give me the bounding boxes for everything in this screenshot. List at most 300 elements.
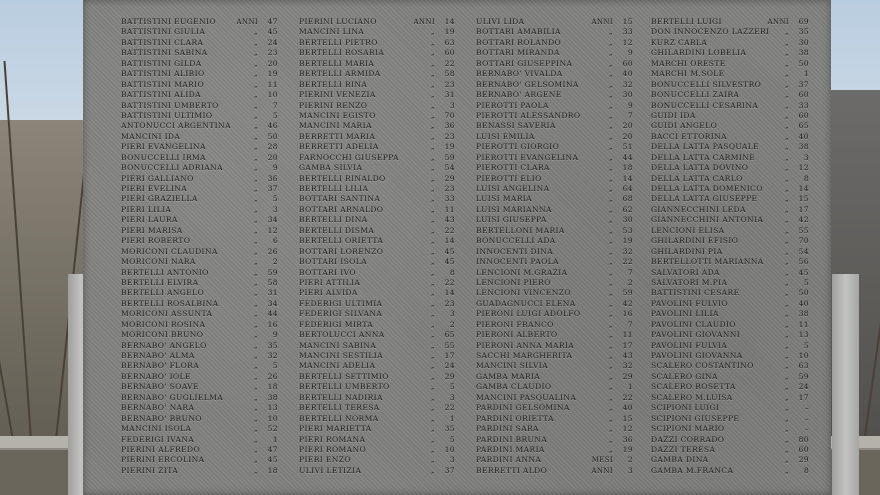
- age-unit: „: [431, 91, 435, 100]
- engraved-name-row: [121, 414, 278, 424]
- age-value: 12: [267, 225, 278, 235]
- age-unit: ANNI: [413, 18, 435, 26]
- victim-name: BERTELLI ARMIDA: [299, 69, 381, 79]
- victim-name: BATTISTINI ALIBIO: [121, 69, 205, 79]
- age-value: 5: [272, 194, 278, 204]
- victim-name: MORICONI CLAUDINA: [121, 246, 218, 256]
- age-unit: „: [431, 372, 435, 381]
- engraved-name-row: [299, 257, 455, 267]
- victim-name: BOTTARI GIUSEPPINA: [476, 58, 573, 68]
- victim-name: BATTISTINI ALIDA: [121, 90, 201, 100]
- engraved-name-row: [299, 174, 455, 184]
- age-value: 23: [444, 131, 455, 141]
- engraved-name-row: [121, 268, 278, 278]
- age-unit: „: [785, 38, 789, 47]
- engraved-name-row: [299, 226, 455, 236]
- engraved-name-row: [476, 372, 633, 382]
- victim-name: MORICONI ROSINA: [121, 319, 206, 329]
- engraved-name-row: [121, 48, 278, 58]
- engraved-name-row: [476, 142, 633, 152]
- engraved-name-row: [121, 403, 278, 413]
- engraved-name-row: [121, 205, 278, 215]
- engraved-name-row: [476, 80, 633, 90]
- age-unit: „: [254, 372, 258, 381]
- age-unit: „: [254, 153, 258, 162]
- victim-name: SACCHI MARGHERITA: [476, 351, 573, 360]
- age-value: 7: [627, 267, 633, 277]
- age-unit: „: [785, 247, 789, 256]
- engraved-name-row: [121, 163, 278, 173]
- age-value: 50: [798, 288, 809, 298]
- engraved-name-row: [299, 414, 455, 424]
- victim-name: BENASSI SAVERIA: [476, 121, 556, 131]
- victim-name: BERNABO' GELSOMINA: [476, 79, 579, 89]
- age-unit: „: [431, 49, 435, 58]
- engraved-name-row: [121, 59, 278, 69]
- engraved-name-row: [299, 466, 455, 476]
- victim-name: PIERINI LUCIANO: [299, 17, 377, 26]
- engraved-name-row: [299, 351, 455, 361]
- age-unit: „: [609, 310, 613, 319]
- engraved-name-row: [651, 330, 809, 340]
- engraved-name-row: [121, 236, 278, 246]
- age-unit: „: [609, 278, 613, 287]
- age-unit: „: [431, 28, 435, 37]
- age-value: 9: [272, 163, 278, 173]
- engraved-name-row: [299, 372, 455, 382]
- age-unit: „: [609, 91, 613, 100]
- victim-name: GHILARDINI PIA: [651, 246, 723, 256]
- victim-name: BOTTARI ARNALDO: [299, 204, 384, 214]
- victim-name: PAVOLINI FULVIO: [651, 298, 728, 308]
- age-unit: „: [785, 237, 789, 246]
- engraved-name-row: [121, 184, 278, 194]
- age-unit: „: [609, 164, 613, 173]
- victim-name: MANCINI SABINA: [299, 340, 377, 350]
- engraved-name-row: [299, 445, 455, 455]
- age-unit: „: [431, 164, 435, 173]
- engraved-name-row: [651, 236, 809, 246]
- memorial-stone-slab: [83, 0, 831, 495]
- age-value: 33: [798, 100, 809, 110]
- engraved-name-row: [476, 330, 633, 340]
- age-unit: „: [609, 205, 613, 214]
- age-value: –: [804, 413, 809, 423]
- age-value: 8: [803, 173, 809, 183]
- stone-post-right: [832, 274, 859, 495]
- age-unit: „: [785, 80, 789, 89]
- victim-name: PIERONI ANNA MARIA: [476, 340, 575, 350]
- victim-name: PIERI ENZO: [299, 455, 351, 465]
- victim-name: BERTELLI NORMA: [299, 413, 379, 423]
- engraved-name-row: [121, 288, 278, 298]
- age-unit: „: [609, 226, 613, 235]
- age-unit: „: [254, 111, 258, 120]
- engraved-name-row: [476, 215, 633, 225]
- age-unit: „: [254, 28, 258, 37]
- engraved-name-row: [121, 153, 278, 163]
- engraved-name-row: [299, 330, 455, 340]
- victim-name: BERTELLI NADIRIA: [299, 392, 383, 402]
- age-value: 40: [622, 69, 633, 79]
- age-value: 54: [444, 163, 455, 173]
- age-unit: „: [254, 320, 258, 329]
- victim-name: BOTTARI IVO: [299, 267, 356, 277]
- age-unit: „: [254, 352, 258, 360]
- age-unit: „: [609, 122, 613, 131]
- engraved-name-row: [299, 163, 455, 173]
- victim-name: BERRETTI ALDO: [476, 465, 548, 475]
- age-unit: „: [785, 101, 789, 110]
- victim-name: BERTELLI DISMA: [299, 225, 375, 235]
- age-unit: „: [785, 174, 789, 183]
- age-unit: „: [785, 404, 789, 413]
- age-value: 30: [622, 215, 633, 225]
- victim-name: PIERINI RENZO: [299, 100, 368, 110]
- victim-name: PIERI ROBERTO: [121, 236, 191, 246]
- victim-name: PIERINI ERCOLINA: [121, 455, 205, 465]
- age-value: 3: [449, 100, 455, 110]
- age-value: 19: [622, 236, 633, 246]
- engraved-name-row: [299, 142, 455, 152]
- victim-name: ULIVI LIDA: [476, 17, 525, 26]
- age-value: 14: [444, 17, 455, 26]
- victim-name: MARCHI M.SOLE: [651, 69, 725, 79]
- engraved-name-row: [121, 455, 278, 465]
- victim-name: BERTELLI RINA: [299, 79, 368, 89]
- age-unit: „: [254, 466, 258, 475]
- age-value: 31: [444, 90, 455, 100]
- victim-name: PARDINI ANNA: [476, 455, 542, 465]
- age-value: 60: [444, 48, 455, 58]
- age-unit: „: [609, 445, 613, 454]
- age-unit: „: [609, 393, 613, 402]
- victim-name: BERNABO' SOAVE: [121, 382, 199, 392]
- age-value: 24: [444, 361, 455, 371]
- engraved-name-row: [476, 226, 633, 236]
- age-value: 63: [798, 361, 809, 371]
- age-unit: „: [785, 299, 789, 308]
- age-unit: „: [609, 404, 613, 413]
- victim-name: PIERINI VENEZIA: [299, 90, 376, 100]
- victim-name: INNOCENTI DINA: [476, 246, 554, 256]
- age-value: 56: [798, 257, 809, 267]
- engraved-name-row: [476, 424, 633, 434]
- engraved-name-row: [476, 184, 633, 194]
- age-value: 5: [449, 434, 455, 444]
- age-value: 65: [444, 330, 455, 340]
- engraved-name-row: [476, 309, 633, 319]
- engraved-name-row: [651, 382, 809, 392]
- engraved-name-row: [476, 111, 633, 121]
- victim-name: BERRETTI MARIA: [299, 131, 376, 141]
- age-value: 10: [444, 444, 455, 454]
- victim-name: BATTISTINI SABINA: [121, 48, 208, 58]
- age-unit: „: [785, 341, 789, 350]
- age-unit: „: [254, 258, 258, 267]
- victim-name: BERNABO' GUGLIELMA: [121, 392, 224, 402]
- age-value: 60: [622, 58, 633, 68]
- age-unit: „: [785, 372, 789, 381]
- engraved-name-row: [121, 361, 278, 371]
- engraved-name-row: [651, 414, 809, 424]
- age-unit: „: [254, 404, 258, 413]
- age-unit: „: [431, 404, 435, 413]
- age-value: 46: [267, 121, 278, 131]
- victim-name: DELLA LATTA DOMENICO: [651, 184, 763, 193]
- victim-name: LUISI MARIANNA: [476, 204, 552, 214]
- age-value: 30: [622, 90, 633, 100]
- engraved-name-row: [476, 320, 633, 330]
- engraved-name-row: [121, 101, 278, 111]
- age-unit: „: [785, 362, 789, 371]
- engraved-name-row: [299, 80, 455, 90]
- engraved-name-row: [651, 90, 809, 100]
- engraved-name-row: [651, 174, 809, 184]
- engraved-name-row: [121, 90, 278, 100]
- victim-name: GAMBA SILVIA: [299, 163, 363, 173]
- age-value: 37: [444, 465, 455, 475]
- engraved-name-row: [121, 111, 278, 121]
- age-value: 59: [444, 152, 455, 162]
- age-unit: „: [785, 59, 789, 68]
- victim-name: LUISI GIUSEPPA: [476, 215, 547, 225]
- age-value: 58: [444, 69, 455, 79]
- age-unit: „: [609, 153, 613, 162]
- age-unit: „: [609, 362, 613, 371]
- engraved-name-row: [299, 320, 455, 330]
- age-value: 36: [267, 173, 278, 183]
- age-value: 43: [444, 215, 455, 225]
- victim-name: PIERI ROMANO: [299, 444, 367, 454]
- victim-name: BOTTARI SANTINA: [299, 194, 381, 204]
- engraved-name-row: [651, 163, 809, 173]
- age-unit: „: [785, 153, 789, 162]
- victim-name: DELLA LATTA CARLO: [651, 173, 743, 183]
- victim-name: BERTELLI PIETRO: [299, 37, 378, 47]
- engraved-name-row: [121, 27, 278, 37]
- victim-name: LENCIONI PIERO: [476, 277, 551, 287]
- age-value: 37: [267, 184, 278, 193]
- age-value: 44: [267, 309, 278, 319]
- victim-name: BATTISTINI EUGENIO: [121, 17, 216, 26]
- age-value: 22: [444, 403, 455, 413]
- engraved-name-row: [651, 455, 809, 465]
- age-unit: „: [254, 174, 258, 183]
- engraved-name-row: [476, 299, 633, 309]
- engraved-name-row: [651, 38, 809, 48]
- age-value: 31: [267, 288, 278, 298]
- victim-name: BERTELLI ANTONIO: [121, 267, 209, 277]
- victim-name: BERNABO' VIVALDA: [476, 69, 563, 79]
- engraved-name-row: [121, 309, 278, 319]
- age-value: 16: [267, 319, 278, 329]
- engraved-name-row: [121, 393, 278, 403]
- age-value: 15: [622, 17, 633, 26]
- engraved-name-row: [476, 174, 633, 184]
- age-value: 55: [444, 340, 455, 350]
- age-value: 38: [267, 392, 278, 402]
- age-value: 26: [267, 371, 278, 381]
- age-value: 33: [622, 27, 633, 37]
- engraved-name-row: [476, 414, 633, 424]
- victim-name: BERTELLOTTI MARIANNA: [651, 257, 764, 267]
- victim-name: MORICONI ASSUNTA: [121, 309, 213, 319]
- victim-name: DELLA LATTA DOVINO: [651, 163, 749, 173]
- victim-name: SCIPIONI MARIO: [651, 424, 725, 434]
- age-value: 19: [444, 27, 455, 37]
- age-value: 35: [267, 340, 278, 350]
- age-unit: „: [254, 456, 258, 465]
- age-value: 20: [622, 121, 633, 131]
- age-unit: „: [785, 143, 789, 152]
- age-value: 59: [622, 288, 633, 298]
- age-value: 42: [622, 298, 633, 308]
- engraved-name-row: [651, 27, 809, 37]
- age-value: 14: [622, 173, 633, 183]
- engraved-name-row: [651, 184, 809, 194]
- age-unit: „: [431, 174, 435, 183]
- victim-name: GHILARDINI LOBELIA: [651, 48, 747, 58]
- age-unit: „: [609, 299, 613, 308]
- engraved-name-row: [476, 351, 633, 361]
- victim-name: MANCINI MARIA: [299, 121, 372, 131]
- victim-name: MANCINI ADELIA: [299, 361, 376, 371]
- age-value: 20: [267, 152, 278, 162]
- age-unit: „: [785, 216, 789, 225]
- age-value: 17: [622, 340, 633, 350]
- age-value: 44: [622, 152, 633, 162]
- age-value: 22: [444, 277, 455, 287]
- age-value: 18: [622, 163, 633, 173]
- engraved-name-row: [121, 194, 278, 204]
- age-unit: „: [785, 122, 789, 131]
- engraved-name-row: [651, 59, 809, 69]
- age-unit: „: [785, 320, 789, 329]
- age-value: 14: [798, 184, 809, 193]
- age-value: 58: [267, 277, 278, 287]
- victim-name: SCALERO M.LUISA: [651, 392, 733, 402]
- engraved-name-row: [651, 142, 809, 152]
- age-unit: „: [254, 38, 258, 47]
- engraved-name-row: [476, 455, 633, 465]
- age-unit: „: [431, 226, 435, 235]
- age-value: 64: [622, 184, 633, 193]
- victim-name: FEDERIGI MIRTA: [299, 319, 374, 329]
- age-unit: „: [431, 111, 435, 120]
- age-value: 13: [798, 330, 809, 340]
- engraved-name-row: [651, 111, 809, 121]
- age-unit: „: [785, 352, 789, 360]
- victim-name: GAMBA DINA: [651, 455, 709, 465]
- victim-name: PIEROTTI EVANGELINA: [476, 152, 579, 162]
- age-value: 35: [444, 424, 455, 434]
- age-value: 40: [798, 298, 809, 308]
- age-value: 1: [803, 69, 809, 79]
- engraved-name-row: [476, 278, 633, 288]
- age-unit: „: [431, 268, 435, 277]
- victim-name: BERNABO' ANGELO: [121, 340, 207, 350]
- age-unit: „: [609, 185, 613, 193]
- age-unit: „: [785, 49, 789, 58]
- age-unit: „: [431, 132, 435, 141]
- age-value: 11: [267, 79, 278, 89]
- engraved-name-row: [476, 48, 633, 58]
- age-unit: „: [609, 372, 613, 381]
- engraved-name-row: [299, 278, 455, 288]
- age-value: 12: [622, 424, 633, 434]
- victim-name: GAMBA CLAUDIO: [476, 382, 552, 392]
- age-unit: „: [431, 299, 435, 308]
- engraved-name-row: [476, 435, 633, 445]
- age-unit: „: [609, 132, 613, 141]
- age-unit: „: [431, 59, 435, 68]
- age-unit: „: [254, 143, 258, 152]
- victim-name: SALVATORI M.PIA: [651, 277, 728, 287]
- age-unit: „: [609, 38, 613, 47]
- age-unit: MESI: [591, 456, 613, 465]
- age-value: 5: [272, 110, 278, 120]
- victim-name: BATTISTINI GIULIA: [121, 27, 206, 37]
- victim-name: BERTELLI ROSALBINA: [121, 298, 219, 308]
- age-value: 34: [267, 298, 278, 308]
- age-value: 19: [444, 142, 455, 152]
- age-value: 47: [267, 17, 278, 26]
- age-unit: „: [431, 258, 435, 267]
- victim-name: BOTTARI LORENZO: [299, 246, 384, 256]
- engraved-name-row: [121, 247, 278, 257]
- victim-name: PIERI ATTILIA: [299, 277, 361, 287]
- engraved-name-row: [651, 435, 809, 445]
- age-value: 40: [622, 403, 633, 413]
- victim-name: BERNABO' NARA: [121, 403, 195, 413]
- age-unit: „: [431, 310, 435, 319]
- age-value: 9: [627, 48, 633, 58]
- victim-name: FARNOCCHI GIUSEPPA: [299, 152, 399, 162]
- age-unit: „: [431, 122, 435, 131]
- age-unit: „: [254, 278, 258, 287]
- age-unit: „: [254, 445, 258, 454]
- engraved-name-row: [476, 382, 633, 392]
- age-value: 51: [622, 142, 633, 152]
- age-unit: „: [609, 80, 613, 89]
- age-value: 32: [267, 351, 278, 360]
- age-unit: „: [431, 185, 435, 193]
- engraved-name-row: [651, 205, 809, 215]
- age-value: 22: [622, 392, 633, 402]
- victim-name: SCIPIONI GIUSEPPE: [651, 413, 740, 423]
- victim-name: FEDERIGI ULTIMIA: [299, 298, 383, 308]
- victim-name: PAVOLINI GIOVANNA: [651, 351, 743, 360]
- victim-name: LUISI EMILIA: [476, 131, 535, 141]
- engraved-name-row: [651, 153, 809, 163]
- age-value: 22: [444, 225, 455, 235]
- engraved-name-row: [476, 268, 633, 278]
- age-unit: „: [785, 91, 789, 100]
- victim-name: BERNABO' FLORA: [121, 361, 200, 371]
- engraved-name-row: [121, 382, 278, 392]
- engraved-name-row: [299, 424, 455, 434]
- age-unit: „: [785, 132, 789, 141]
- age-unit: „: [431, 425, 435, 434]
- engraved-name-row: [299, 17, 455, 27]
- engraved-name-row: [476, 163, 633, 173]
- victim-name: BERTELLI ROSARIA: [299, 48, 385, 58]
- engraved-name-row: [476, 361, 633, 371]
- age-value: 18: [267, 382, 278, 392]
- victim-name: MANCINI IDA: [121, 131, 181, 141]
- engraved-name-row: [121, 466, 278, 476]
